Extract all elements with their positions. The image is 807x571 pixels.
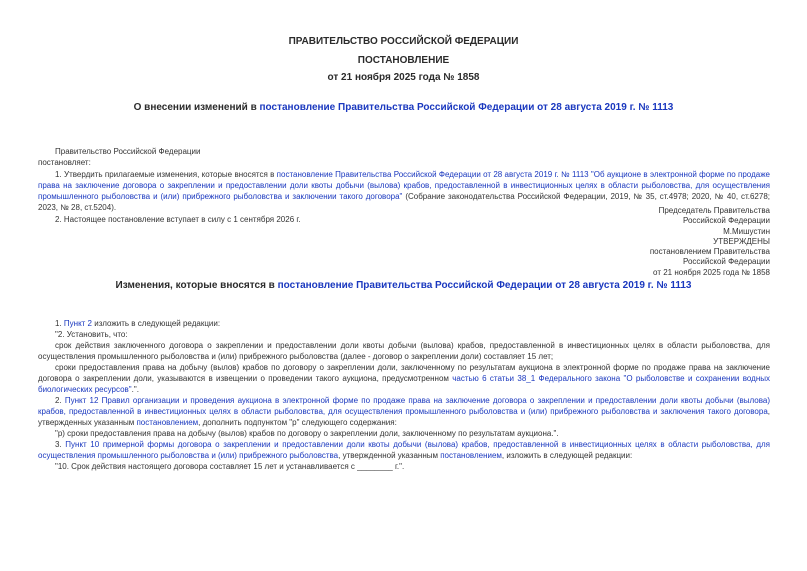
amendment-paragraph-5	[38, 395, 770, 428]
doc-link[interactable]: частью 6 статьи 38_1 Федерального закона "О рыболовстве и сохранении водных биологических ресурсов"	[38, 374, 770, 394]
document-type: ПОСТАНОВЛЕНИЕ	[357, 55, 450, 66]
text-run: О внесении изменений в	[133, 102, 260, 113]
text-run: изложить в следующей редакции:	[92, 319, 221, 328]
text-run: 3.	[55, 440, 66, 449]
authority-name: ПРАВИТЕЛЬСТВО РОССИЙСКОЙ ФЕДЕРАЦИИ	[288, 36, 519, 47]
text-run: Изменения, которые вносятся в	[115, 280, 278, 291]
approval-by-line1: постановлением Правительства	[649, 247, 770, 257]
text-run: 1.	[55, 319, 64, 328]
doc-link[interactable]: постановление Правительства Российской Федерации от 28 августа 2019 г. № 1113	[259, 102, 674, 113]
text-run: , изложить в следующей редакции:	[501, 451, 633, 460]
text-run: (Собрание законодательства Российской Федерации, 2019, № 35, ст.4978; 2020, № 40, ст.6278; 2023, № 28, ст.5204).	[38, 192, 771, 213]
amendment-paragraph-4	[38, 362, 770, 395]
amendment-paragraph-8	[38, 461, 770, 472]
text-run: , утвержденной указанным	[338, 451, 441, 460]
text-run: , дополнить подпунктом "р" следующего содержания:	[198, 418, 397, 427]
amendments-section	[38, 318, 770, 472]
amendment-paragraph-1	[38, 318, 770, 329]
document-date-number: от 21 ноября 2025 года № 1858	[327, 72, 480, 83]
text-run: "2. Установить, что:	[55, 330, 128, 339]
signature-approval-block	[650, 206, 770, 278]
approval-stamp-word: УТВЕРЖДЕНЫ	[713, 236, 770, 246]
text-run: 2.	[55, 396, 65, 405]
text-run: сроки предоставления права на добычу (вылов) крабов по договору о закреплении доли, заключенному по результатам аукциона в электронной форме по продаже права на заключение договора о закреплении доли, указываются в извещении о проведении такого аукциона, предусмотренном	[38, 363, 770, 383]
doc-link[interactable]: Пункт 10 примерной формы договора о закреплении и предоставлении доли квоты добычи (вылова) крабов, предоставленной в инвестиционных целях в области рыболовства, для осуществления промышленного рыболовства и (или) прибрежного рыболовства	[38, 440, 770, 460]
approval-date-number: от 21 ноября 2025 года № 1858	[653, 267, 770, 277]
signatory-title-line2: Российской Федерации	[683, 216, 770, 226]
preamble-intro: Правительство Российской Федерации	[55, 147, 201, 156]
amendment-paragraph-3	[38, 340, 770, 362]
signatory-title-line1: Председатель Правительства	[658, 206, 770, 215]
amendment-paragraph-2	[38, 329, 770, 340]
doc-link[interactable]: постановление Правительства Российской Федерации от 28 августа 2019 г. № 1113 "Об аукционе в электронной форме по продаже права на заключение договора о закреплении и предоставлении доли квоты добычи (вылова) крабов, предоставленной в инвестиционных целях в области рыболовства, для осуществления промышленного рыболовства и (или) прибрежного рыболовства и заключении такого договора"	[38, 169, 770, 202]
document-title	[0, 102, 807, 113]
doc-link[interactable]: Пункт 2	[63, 319, 92, 328]
paragraph-item-2: 2. Настоящее постановление вступает в силу с 1 сентября 2026 г.	[55, 214, 301, 224]
signatory-name: М.Мишустин	[723, 226, 770, 236]
text-run: "10. Срок действия настоящего договора составляет 15 лет и устанавливается с ________ г.".	[55, 462, 405, 471]
doc-link[interactable]: Пункт 12 Правил организации и проведения аукциона в электронной форме по продаже права на заключение договора о закреплении и предоставлении доли квоты добычи (вылова) крабов, предоставленной в инвестиционных целях в области рыболовства, для осуществления промышленного рыболовства и (или) прибрежного рыболовства и заключения такого договора	[38, 396, 770, 416]
approval-by-line2: Российской Федерации	[683, 257, 770, 267]
resolution-clause: постановляет:	[38, 158, 91, 168]
text-run: 1. Утвердить прилагаемые изменения, которые вносятся в	[55, 169, 277, 179]
amendment-paragraph-6	[38, 428, 770, 439]
amendment-paragraph-7	[38, 439, 770, 461]
doc-link[interactable]: постановлением	[136, 418, 199, 427]
text-run: , утвержденных указанным	[38, 407, 770, 427]
doc-link[interactable]: постановлением	[440, 451, 502, 460]
amendments-heading	[0, 280, 807, 291]
doc-link[interactable]: постановление Правительства Российской Федерации от 28 августа 2019 г. № 1113	[277, 280, 692, 291]
text-run: .".	[131, 385, 139, 394]
text-run: "р) сроки предоставления права на добычу (вылов) крабов по договору о закреплении доли, заключенному по результатам аукциона.".	[55, 429, 559, 438]
text-run: срок действия заключенного договора о закреплении и предоставлении доли квоты добычи (вылова) крабов, предоставленной в инвестиционных целях в области рыболовства, для осуществления промышленного рыболовства и (или) прибрежного рыболовства (далее - договор о закреплении доли) составляет 15 лет;	[38, 341, 770, 361]
